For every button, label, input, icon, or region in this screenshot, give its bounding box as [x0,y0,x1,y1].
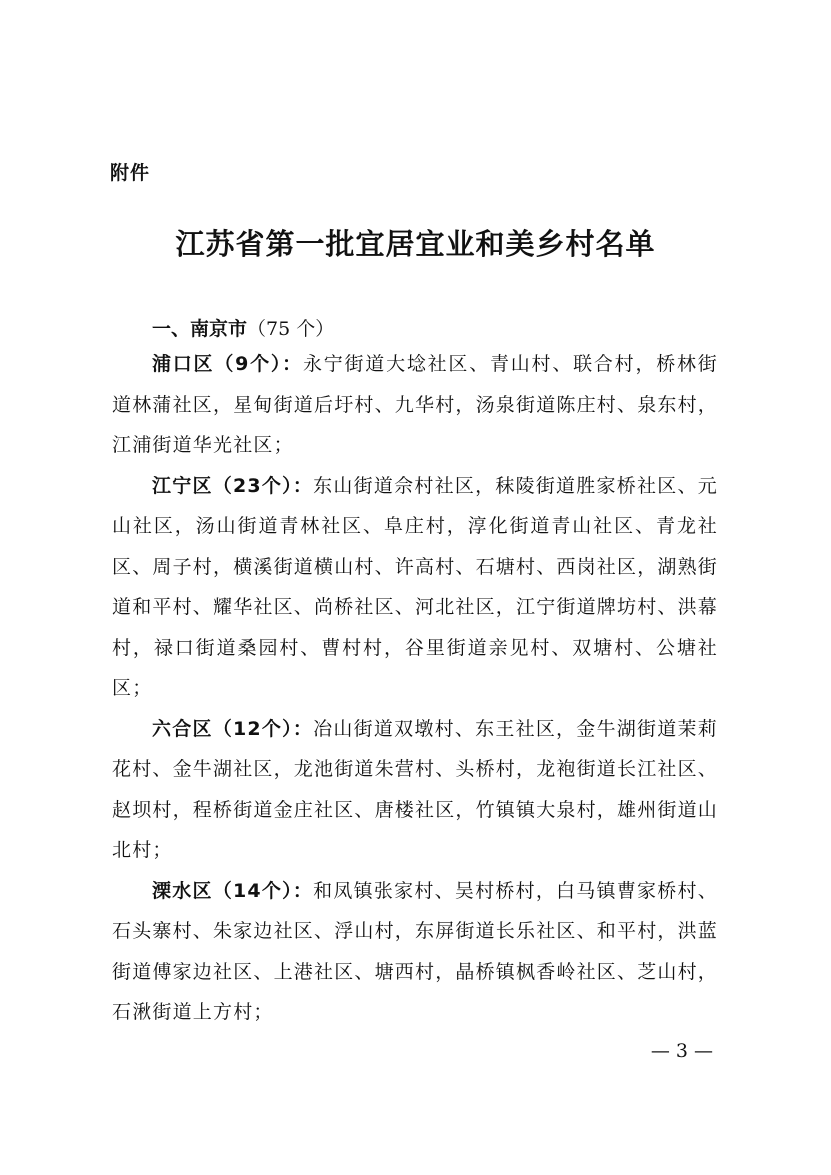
section-heading-text: 一、南京市 [152,318,248,340]
district-villages: 东山街道佘村社区，秣陵街道胜家桥社区、元山社区，汤山街道青林社区、阜庄村，淳化街道青山社区、青龙社区、周子村，横溪街道横山村、许高村、石塘村、西岗社区，湖熟街道和平村、耀华社区、尚桥社区、河北社区，江宁街道牌坊村、洪幕村，禄口街道桑园村、曹村村，谷里街道亲见村、双塘村、公塘社区； [112,474,719,699]
district-villages: 和凤镇张家村、吴村桥村，白马镇曹家桥村、石头寨村、朱家边社区、浮山村，东屏街道长乐社区、和平村，洪蓝街道傅家边社区、上港社区、塘西村，晶桥镇枫香岭社区、芝山村，石湫街道上方村； [112,879,719,1023]
document-title: 江苏省第一批宜居宜业和美乡村名单 [175,227,656,261]
district-name: 溧水区（14个）： [152,879,314,902]
district-paragraph [112,871,718,1033]
district-name: 六合区（12个）： [152,717,314,740]
district-paragraph [112,709,718,871]
page-number: — 3 — [650,1040,713,1062]
district-paragraph [112,344,718,466]
district-villages: 冶山街道双墩村、东王社区，金牛湖街道茉莉花村、金牛湖社区，龙池街道朱营村、头桥村，龙袍街道长江社区、赵坝村，程桥街道金庄社区、唐楼社区，竹镇镇大泉村，雄州街道山北村； [112,717,719,861]
section-heading [152,314,334,341]
attachment-label: 附件 [110,162,151,184]
district-paragraph [112,466,718,709]
district-villages: 永宁街道大埝社区、青山村、联合村，桥林街道林蒲社区，星甸街道后圩村、九华村，汤泉街道陈庄村、泉东村，江浦街道华光社区； [112,353,719,456]
district-name: 浦口区（9个）： [152,353,303,375]
district-name: 江宁区（23个）： [152,474,314,497]
section-count: （75 个） [247,318,335,340]
document-body [112,344,718,1033]
